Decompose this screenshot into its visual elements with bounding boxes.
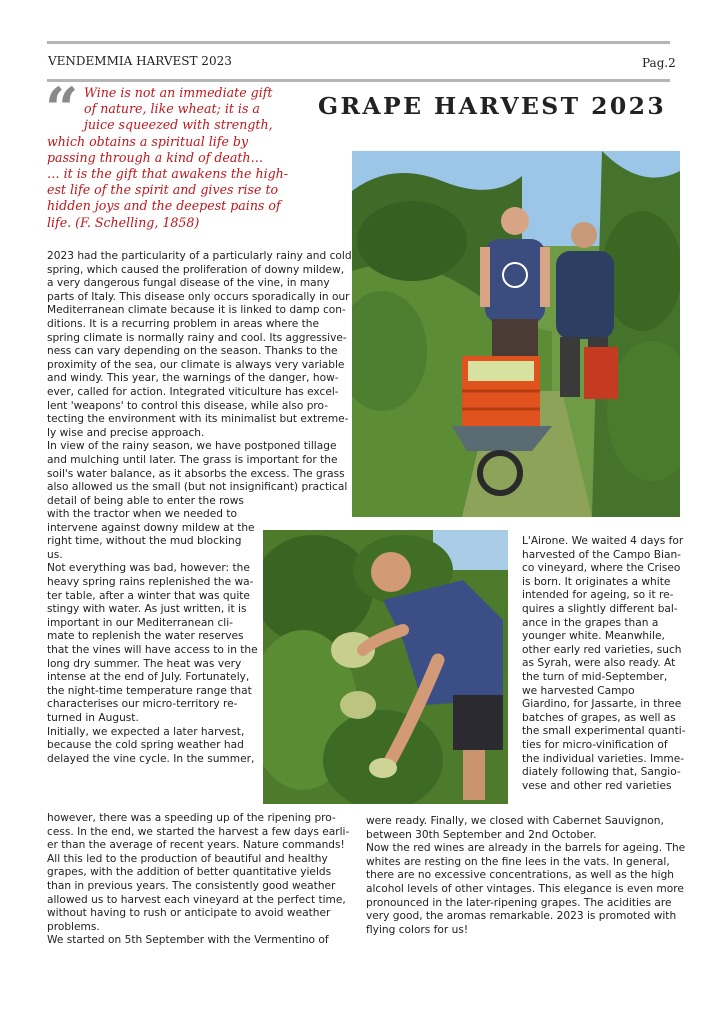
quote-line: juice squeezed with strength,: [84, 117, 273, 133]
text-line: Not everything was bad, however: the: [47, 562, 250, 575]
text-line: with the tractor when we needed to: [47, 508, 238, 520]
text-line: and windy. This year, the warnings of the danger, how-: [47, 372, 339, 385]
text-line: pronounced in the later-ripening grapes. The acidities are: [366, 896, 672, 909]
text-line: alcohol levels of other vintages. This elegance is even more: [366, 882, 684, 895]
article-text-right-bottom: [366, 815, 686, 937]
text-line: 2023 had the particularity of a particularly rainy and cold: [47, 250, 352, 262]
header-rule-top: [47, 41, 670, 44]
text-line: ness can vary depending on the season. Thanks to the: [47, 345, 338, 358]
text-line: the small experimental quanti-: [522, 725, 686, 738]
text-line: important in our Mediterranean cli-: [47, 616, 234, 629]
text-line: spring, which caused the proliferation of downy mildew,: [47, 263, 345, 276]
text-line: Now the red wines are already in the barrels for ageing. The: [366, 842, 686, 855]
quote-line: hidden joys and the deepest pains of: [47, 198, 281, 214]
text-line: mate to replenish the water reserves: [47, 630, 244, 643]
text-line: than in previous years. The consistently good weather: [47, 879, 336, 892]
quote-line: … it is the gift that awakens the high-: [47, 166, 289, 182]
text-line: delayed the vine cycle. In the summer,: [47, 752, 255, 765]
quote-line: Wine is not an immediate gift: [84, 85, 273, 100]
text-line: turned in August.: [47, 711, 139, 724]
epigraph-quote: [47, 85, 315, 231]
text-line: ter table, after a winter that was quite: [47, 589, 250, 602]
text-line: other early red varieties, such: [522, 643, 682, 656]
article-text-left-bottom: [47, 812, 350, 948]
text-line: were ready. Finally, we closed with Cabernet Sauvignon,: [366, 815, 664, 827]
text-line: however, there was a speeding up of the ripening pro-: [47, 812, 336, 824]
text-line: ever, called for action. Integrated viticulture has excel-: [47, 385, 339, 398]
text-line: Mediterranean climate because it is linked to damp con-: [47, 304, 346, 317]
text-line: the turn of mid-September,: [522, 670, 668, 683]
text-line: between 30th September and 2nd October.: [366, 828, 597, 841]
text-line: We started on 5th September with the Vermentino of: [47, 934, 329, 947]
text-line: spring climate is normally rainy and cool. Its aggressive-: [47, 331, 347, 344]
quote-mark-icon: “: [45, 75, 79, 143]
text-line: Initially, we expected a later harvest,: [47, 725, 245, 738]
text-line: detail of being able to enter the rows: [47, 494, 244, 507]
harvest-photo-wheelbarrow: [352, 151, 680, 517]
text-line: parts of Italy. This disease only occurs sporadically in our: [47, 290, 350, 303]
text-line: allowed us to harvest each vineyard at the perfect time,: [47, 893, 346, 906]
text-line: diately following that, Sangio-: [522, 766, 681, 779]
text-line: the night-time temperature range that: [47, 684, 252, 697]
text-line: Giardino, for Jassarte, in three: [522, 698, 682, 711]
text-line: proximity of the sea, our climate is always very variable: [47, 358, 345, 371]
text-line: and mulching until later. The grass is important for the: [47, 453, 338, 466]
text-line: In view of the rainy season, we have postponed tillage: [47, 440, 337, 453]
text-line: without having to rush or anticipate to avoid weather: [47, 907, 331, 920]
text-line: because the cold spring weather had: [47, 739, 244, 752]
quote-line: life. (F. Schelling, 1858): [47, 214, 200, 230]
text-line: soil's water balance, as it absorbs the excess. The grass: [47, 467, 345, 480]
text-line: heavy spring rains replenished the wa-: [47, 575, 254, 588]
text-line: intended for ageing, so it re-: [522, 589, 674, 602]
text-line: stingy with water. As just written, it is: [47, 603, 247, 616]
text-line: flying colors for us!: [366, 923, 469, 936]
text-line: right time, without the mud blocking: [47, 535, 242, 548]
text-line: is born. It originates a white: [522, 575, 671, 588]
quote-line: which obtains a spiritual life by: [47, 133, 249, 149]
text-line: us.: [47, 548, 63, 561]
text-line: co vineyard, where the Criseo: [522, 562, 681, 575]
text-line: quires a slightly different bal-: [522, 602, 678, 615]
text-line: batches of grapes, as well as: [522, 711, 676, 724]
text-line: very good, the aromas remarkable. 2023 is promoted with: [366, 910, 677, 923]
text-line: lent 'weapons' to control this disease, while also pro-: [47, 399, 329, 412]
text-line: vese and other red varieties: [522, 779, 672, 792]
text-line: younger white. Meanwhile,: [522, 630, 665, 643]
text-line: a very dangerous fungal disease of the vine, in many: [47, 277, 330, 290]
text-line: All this led to the production of beautiful and healthy: [47, 852, 328, 865]
article-text-right-narrow: [522, 535, 686, 793]
article-title: GRAPE HARVEST 2023: [318, 92, 667, 120]
text-line: ly wise and precise approach.: [47, 426, 205, 439]
text-line: long dry summer. The heat was very: [47, 657, 242, 670]
text-line: L'Airone. We waited 4 days for: [522, 535, 684, 547]
text-line: as Syrah, were also ready. At: [522, 657, 676, 670]
text-line: ties for micro-vinification of: [522, 738, 668, 751]
article-text-left-top: [47, 250, 352, 508]
text-line: whites are resting on the fine lees in the vats. In general,: [366, 855, 670, 868]
text-line: er than the average of recent years. Nature commands!: [47, 839, 345, 852]
text-line: the individual varieties. Imme-: [522, 752, 685, 765]
text-line: cess. In the end, we started the harvest a few days earli-: [47, 825, 350, 838]
harvest-photo-picking: [263, 530, 508, 804]
text-line: ditions. It is a recurring problem in areas where the: [47, 317, 320, 330]
text-line: intervene against downy mildew at the: [47, 521, 255, 534]
quote-line: est life of the spirit and gives rise to: [47, 182, 279, 198]
text-line: problems.: [47, 920, 100, 933]
text-line: ance in the grapes than a: [522, 616, 659, 629]
running-header-title: VENDEMMIA HARVEST 2023: [48, 54, 232, 68]
text-line: that the vines will have access to in the: [47, 643, 258, 656]
page-number: Pag.2: [642, 56, 676, 70]
article-text-left-narrow: [47, 508, 259, 766]
text-line: harvested of the Campo Bian-: [522, 548, 681, 561]
text-line: characterises our micro-territory re-: [47, 698, 238, 711]
text-line: grapes, with the addition of better quantitative yields: [47, 866, 332, 879]
header-rule-bottom: [47, 79, 670, 82]
text-line: there are no excessive concentrations, as well as the high: [366, 869, 675, 882]
text-line: we harvested Campo: [522, 684, 635, 697]
quote-line: passing through a kind of death…: [47, 149, 264, 165]
text-line: also allowed us the small (but not insignificant) practical: [47, 481, 348, 494]
quote-line: of nature, like wheat; it is a: [84, 101, 260, 117]
text-line: intense at the end of July. Fortunately,: [47, 671, 250, 684]
text-line: tecting the environment with its minimalist but extreme-: [47, 413, 349, 426]
